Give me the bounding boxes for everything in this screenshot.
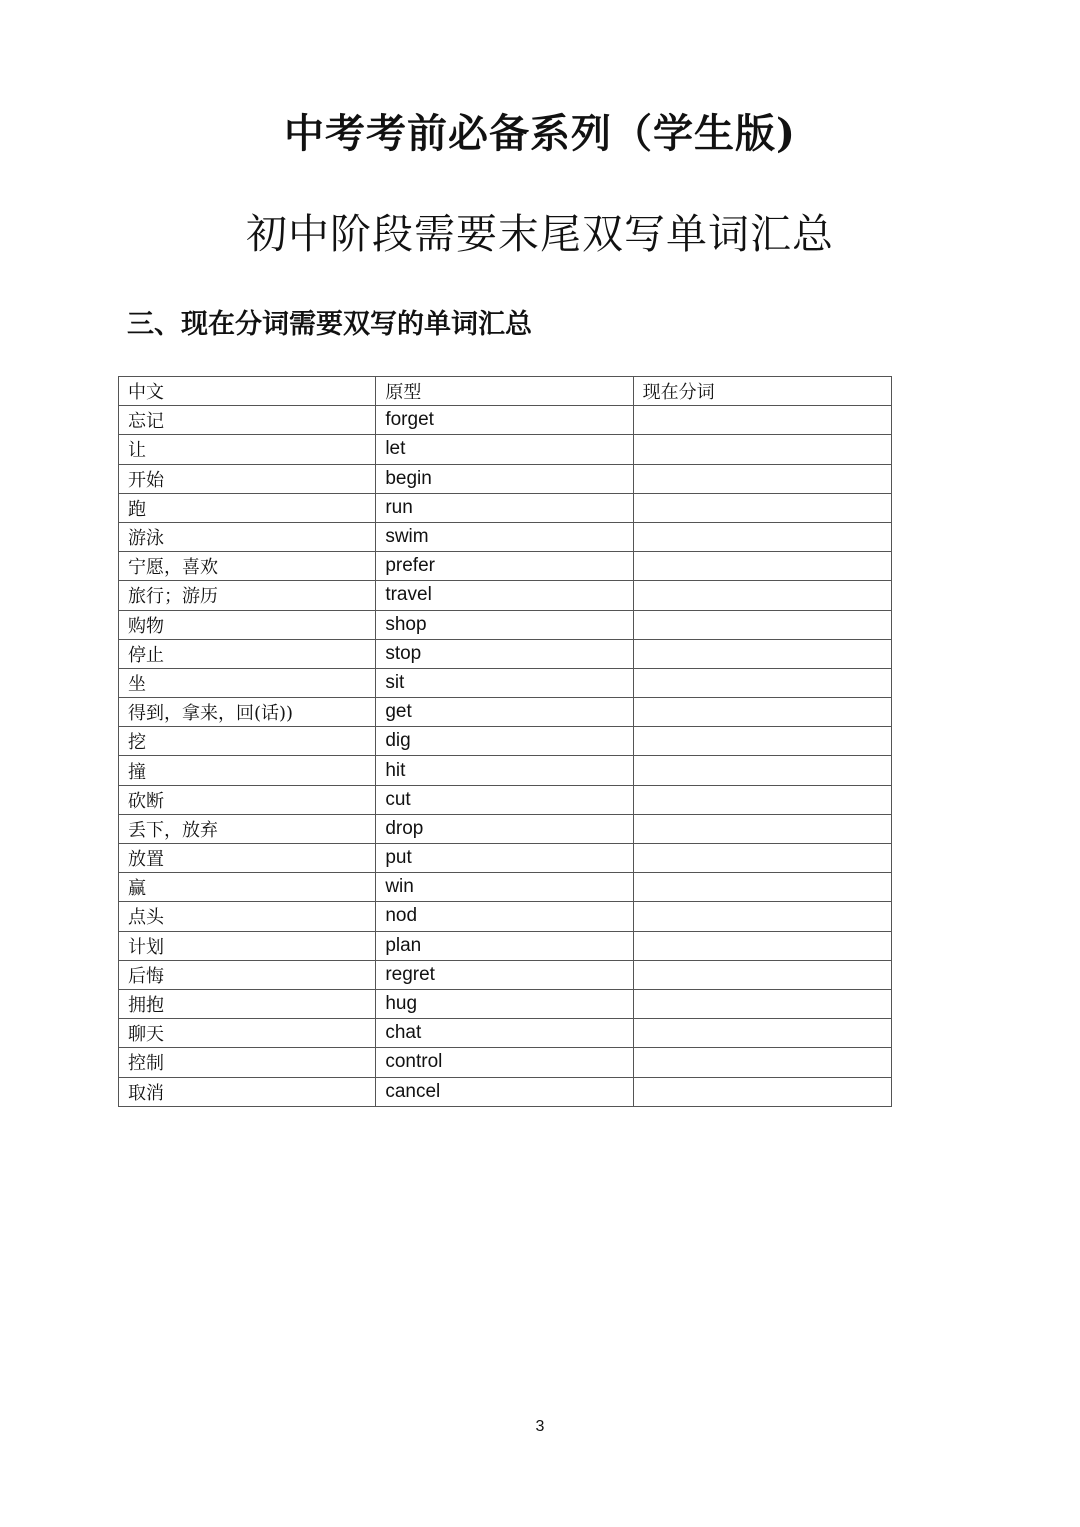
cell-base-form: shop xyxy=(376,610,633,639)
cell-chinese: 后悔 xyxy=(119,960,376,989)
table-row xyxy=(119,1019,892,1048)
cell-present-participle[interactable] xyxy=(633,1048,891,1077)
cell-base-form: put xyxy=(376,844,633,873)
table-row xyxy=(119,1077,892,1106)
cell-present-participle[interactable] xyxy=(633,698,891,727)
cell-present-participle[interactable] xyxy=(633,844,891,873)
cell-chinese: 点头 xyxy=(119,902,376,931)
cell-present-participle[interactable] xyxy=(633,464,891,493)
table-row xyxy=(119,493,892,522)
cell-chinese: 放置 xyxy=(119,844,376,873)
cell-present-participle[interactable] xyxy=(633,1077,891,1106)
table-body xyxy=(119,406,892,1107)
cell-chinese: 计划 xyxy=(119,931,376,960)
cell-chinese: 得到，拿来，回(话)) xyxy=(119,698,376,727)
cell-base-form: win xyxy=(376,873,633,902)
table-row xyxy=(119,668,892,697)
table-row xyxy=(119,435,892,464)
cell-base-form: forget xyxy=(376,406,633,435)
table-header-row xyxy=(119,377,892,406)
cell-chinese: 坐 xyxy=(119,668,376,697)
cell-present-participle[interactable] xyxy=(633,960,891,989)
cell-chinese: 停止 xyxy=(119,639,376,668)
cell-present-participle[interactable] xyxy=(633,668,891,697)
cell-base-form: regret xyxy=(376,960,633,989)
cell-base-form: prefer xyxy=(376,552,633,581)
cell-base-form: let xyxy=(376,435,633,464)
cell-base-form: get xyxy=(376,698,633,727)
table-row xyxy=(119,610,892,639)
cell-chinese: 购物 xyxy=(119,610,376,639)
table-row xyxy=(119,756,892,785)
cell-present-participle[interactable] xyxy=(633,756,891,785)
cell-chinese: 拥抱 xyxy=(119,989,376,1018)
cell-chinese: 撞 xyxy=(119,756,376,785)
table-row xyxy=(119,639,892,668)
table-row xyxy=(119,581,892,610)
cell-base-form: swim xyxy=(376,522,633,551)
table-row xyxy=(119,931,892,960)
cell-chinese: 聊天 xyxy=(119,1019,376,1048)
cell-present-participle[interactable] xyxy=(633,989,891,1018)
cell-chinese: 让 xyxy=(119,435,376,464)
section-heading: 三、现在分词需要双写的单词汇总 xyxy=(127,309,532,340)
cell-present-participle[interactable] xyxy=(633,902,891,931)
table-row xyxy=(119,902,892,931)
table-row xyxy=(119,989,892,1018)
cell-present-participle[interactable] xyxy=(633,581,891,610)
table-row xyxy=(119,727,892,756)
cell-base-form: cancel xyxy=(376,1077,633,1106)
cell-present-participle[interactable] xyxy=(633,727,891,756)
cell-chinese: 控制 xyxy=(119,1048,376,1077)
cell-chinese: 挖 xyxy=(119,727,376,756)
cell-base-form: plan xyxy=(376,931,633,960)
table-row xyxy=(119,464,892,493)
table-row xyxy=(119,698,892,727)
cell-chinese: 丢下，放弃 xyxy=(119,814,376,843)
cell-present-participle[interactable] xyxy=(633,522,891,551)
table-row xyxy=(119,873,892,902)
cell-present-participle[interactable] xyxy=(633,406,891,435)
cell-chinese: 跑 xyxy=(119,493,376,522)
cell-present-participle[interactable] xyxy=(633,1019,891,1048)
vocabulary-table xyxy=(118,376,892,1107)
cell-present-participle[interactable] xyxy=(633,931,891,960)
cell-base-form: cut xyxy=(376,785,633,814)
cell-present-participle[interactable] xyxy=(633,639,891,668)
cell-chinese: 赢 xyxy=(119,873,376,902)
cell-base-form: travel xyxy=(376,581,633,610)
header-base-form: 原型 xyxy=(376,377,633,406)
table-row xyxy=(119,844,892,873)
cell-chinese: 旅行；游历 xyxy=(119,581,376,610)
cell-base-form: nod xyxy=(376,902,633,931)
table-row xyxy=(119,814,892,843)
cell-base-form: control xyxy=(376,1048,633,1077)
header-present-participle: 现在分词 xyxy=(633,377,891,406)
table-row xyxy=(119,1048,892,1077)
cell-base-form: hit xyxy=(376,756,633,785)
cell-present-participle[interactable] xyxy=(633,814,891,843)
table-row xyxy=(119,960,892,989)
header-chinese: 中文 xyxy=(119,377,376,406)
cell-chinese: 砍断 xyxy=(119,785,376,814)
table-row xyxy=(119,552,892,581)
cell-chinese: 忘记 xyxy=(119,406,376,435)
page-number: 3 xyxy=(535,1418,545,1435)
cell-present-participle[interactable] xyxy=(633,435,891,464)
cell-base-form: dig xyxy=(376,727,633,756)
table-row xyxy=(119,406,892,435)
cell-base-form: hug xyxy=(376,989,633,1018)
cell-present-participle[interactable] xyxy=(633,785,891,814)
cell-base-form: sit xyxy=(376,668,633,697)
document-subtitle: 初中阶段需要末尾双写单词汇总 xyxy=(246,210,834,258)
cell-chinese: 游泳 xyxy=(119,522,376,551)
cell-present-participle[interactable] xyxy=(633,610,891,639)
cell-present-participle[interactable] xyxy=(633,873,891,902)
cell-chinese: 宁愿，喜欢 xyxy=(119,552,376,581)
cell-base-form: drop xyxy=(376,814,633,843)
cell-base-form: begin xyxy=(376,464,633,493)
cell-base-form: run xyxy=(376,493,633,522)
document-title: 中考考前必备系列（学生版) xyxy=(284,110,796,157)
table-row xyxy=(119,785,892,814)
cell-present-participle[interactable] xyxy=(633,552,891,581)
table-row xyxy=(119,522,892,551)
cell-base-form: stop xyxy=(376,639,633,668)
cell-base-form: chat xyxy=(376,1019,633,1048)
cell-chinese: 取消 xyxy=(119,1077,376,1106)
cell-present-participle[interactable] xyxy=(633,493,891,522)
cell-chinese: 开始 xyxy=(119,464,376,493)
